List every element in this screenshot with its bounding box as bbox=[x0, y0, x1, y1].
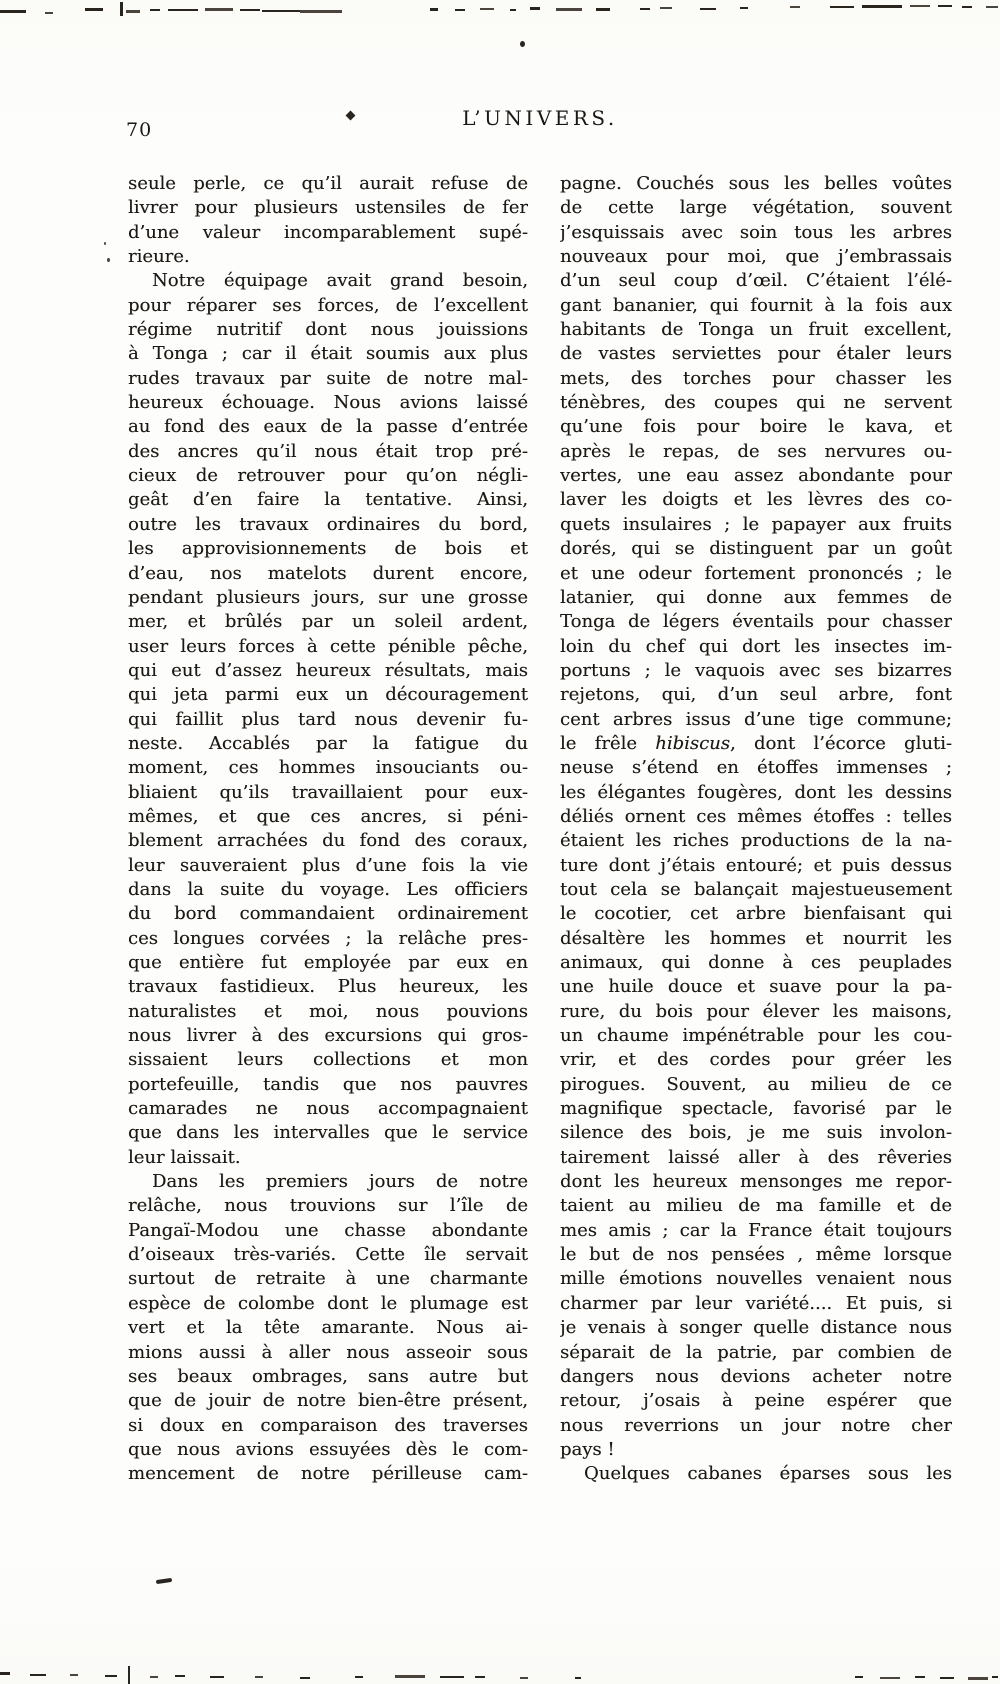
text-line: nous livrer à des excursions qui gros- bbox=[128, 1025, 528, 1047]
text-line: qui faillit plus tard nous devenir fu- bbox=[128, 708, 528, 730]
scan-artifact bbox=[126, 10, 140, 13]
text-line: pirogues. Souvent, au milieu de ce bbox=[560, 1073, 952, 1095]
text-line: ces longues corvées ; la relâche pres- bbox=[128, 927, 528, 949]
text-line: des ancres qu’il nous était trop pré- bbox=[128, 440, 528, 462]
text-line: laver les doigts et les lèvres des co- bbox=[560, 489, 952, 511]
text-line: Notre équipage avait grand besoin, bbox=[152, 270, 528, 292]
text-line: espèce de colombe dont le plumage est bbox=[128, 1292, 528, 1314]
scan-artifact bbox=[240, 9, 260, 11]
scan-artifact bbox=[596, 8, 610, 11]
text-line: animaux, qui donne à ces peuplades bbox=[560, 952, 952, 973]
text-line: vert et la tête amarante. Nous ai- bbox=[128, 1317, 528, 1339]
text-line: naturalistes et moi, nous pouvions bbox=[128, 1000, 528, 1022]
text-line: dangers nous devions acheter notre bbox=[560, 1365, 952, 1387]
text-line: Quelques cabanes éparses sous les bbox=[584, 1463, 952, 1485]
text-column-left bbox=[128, 172, 528, 1487]
text-line: de cette large végétation, souvent bbox=[560, 197, 952, 219]
scan-artifact bbox=[150, 9, 160, 11]
scan-artifact bbox=[150, 1676, 158, 1678]
scan-artifact bbox=[915, 1676, 925, 1678]
text-line: qu’une fois pour boire le kava, et bbox=[560, 416, 952, 438]
scan-artifact bbox=[968, 1677, 988, 1680]
text-line: rejetons, qui, d’un seul arbre, font bbox=[560, 684, 952, 706]
text-line: Tonga de légers éventails pour chasser bbox=[560, 611, 952, 633]
scan-artifact bbox=[210, 1676, 224, 1678]
page-number: 70 bbox=[126, 119, 153, 141]
scan-artifact bbox=[862, 5, 902, 8]
scan-artifact bbox=[910, 5, 930, 7]
text-line: ses beaux ombrages, sans autre but bbox=[128, 1365, 528, 1387]
text-line: rieure. bbox=[128, 246, 190, 268]
text-line: Pangaï-Modou une chasse abondante bbox=[128, 1219, 528, 1241]
text-line: gant bananier, qui fournit à la fois aux bbox=[560, 294, 952, 316]
scan-artifact bbox=[262, 10, 300, 12]
text-line: camarades ne nous accompagnaient bbox=[128, 1098, 528, 1120]
scan-artifact bbox=[520, 1677, 528, 1679]
text-line: user leurs forces à cette pénible pêche, bbox=[128, 635, 528, 657]
scan-artifact bbox=[300, 10, 342, 13]
text-line: blement arrachées du fond des coraux, bbox=[128, 830, 528, 852]
text-line: seule perle, ce qu’il aurait refuse de bbox=[128, 173, 528, 194]
text-line: sissaient leurs collections et mon bbox=[128, 1049, 528, 1071]
text-line: leur laissait. bbox=[128, 1146, 241, 1168]
scan-artifact bbox=[168, 9, 198, 11]
text-line: mencement de notre périlleuse cam- bbox=[128, 1463, 528, 1485]
scan-artifact bbox=[510, 9, 516, 11]
scan-artifact bbox=[855, 1676, 863, 1678]
scan-artifact bbox=[0, 1672, 10, 1675]
text-column-right bbox=[560, 172, 952, 1487]
scan-artifact bbox=[790, 6, 800, 8]
text-line: mer, et brûlés par un soleil ardent, bbox=[128, 611, 528, 633]
text-line: d’un seul coup d’œil. C’étaient l’élé- bbox=[560, 270, 952, 292]
ink-speck bbox=[104, 242, 106, 245]
scan-artifact bbox=[830, 6, 854, 8]
text-line: rudes travaux par suite de notre mal- bbox=[128, 367, 528, 389]
text-line: et une odeur fortement prononcés ; le bbox=[560, 562, 952, 584]
text-line: que de jouir de notre bien-être présent, bbox=[128, 1390, 528, 1412]
scan-artifact bbox=[395, 1675, 425, 1678]
text-line: le but de nos pensées , même lorsque bbox=[560, 1244, 952, 1266]
text-line: un chaume impénétrable pour les cou- bbox=[560, 1025, 952, 1047]
scan-artifact bbox=[45, 12, 53, 14]
text-line: dont les heureux mensonges me repor- bbox=[560, 1171, 952, 1193]
text-line: que nous avions essuyées dès le com- bbox=[128, 1438, 528, 1460]
text-line: mets, des torches pour chasser les bbox=[560, 367, 952, 389]
text-line: portuns ; le vaquois avec ses bizarres bbox=[560, 659, 952, 681]
scan-artifact bbox=[556, 8, 582, 11]
text-line: leur sauveraient plus d’une fois la vie bbox=[128, 854, 528, 876]
scan-artifact bbox=[480, 8, 494, 10]
scan-artifact bbox=[938, 5, 952, 7]
scan-artifact bbox=[880, 1677, 900, 1679]
text-line: moment, ces hommes insouciants ou- bbox=[128, 757, 528, 779]
text-line: qui jeta parmi eux un découragement bbox=[128, 684, 528, 706]
text-line: dans la suite du voyage. Les officiers bbox=[128, 878, 528, 900]
text-line: si doux en comparaison des traverses bbox=[128, 1414, 528, 1436]
text-line: vrir, et des cordes pour gréer les bbox=[560, 1049, 952, 1071]
text-line: geât d’en faire la tentative. Ainsi, bbox=[128, 489, 528, 511]
scan-artifact bbox=[986, 6, 998, 8]
text-line: ture dont j’étais entouré; et puis dessus bbox=[560, 854, 952, 876]
text-line: une huile douce et suave pour la pa- bbox=[560, 976, 952, 998]
text-line: d’eau, nos matelots durent encore, bbox=[128, 562, 528, 584]
text-line: outre les travaux ordinaires du bord, bbox=[128, 513, 528, 535]
text-line: taient au milieu de ma famille et de bbox=[560, 1195, 952, 1217]
text-line: séparait de la patrie, par combien de bbox=[560, 1341, 952, 1363]
text-line: les approvisionnements de bois et bbox=[128, 538, 528, 560]
text-line: latanier, qui donne aux femmes de bbox=[560, 586, 952, 608]
scan-artifact bbox=[205, 8, 233, 11]
text-line: travaux fastidieux. Plus heureux, les bbox=[128, 976, 528, 998]
scan-artifact bbox=[85, 8, 103, 11]
scan-artifact bbox=[300, 1677, 310, 1679]
scan-artifact bbox=[962, 6, 972, 8]
text-line: cieux de retrouver pour qu’on négli- bbox=[128, 465, 528, 487]
text-line: le cocotier, cet arbre bienfaisant qui bbox=[560, 903, 952, 925]
text-line: pagne. Couchés sous les belles voûtes bbox=[560, 173, 952, 194]
text-line: les élégantes fougères, dont les dessins bbox=[560, 781, 952, 803]
scan-artifact bbox=[30, 1674, 46, 1676]
text-line: cent arbres issus d’une tige commune; bbox=[560, 708, 952, 730]
text-line: portefeuille, tandis que nos pauvres bbox=[128, 1073, 528, 1095]
scan-artifact bbox=[430, 8, 438, 11]
text-line: d’une valeur incomparablement supé- bbox=[128, 221, 528, 243]
text-line: tout cela se balançait majestueusement bbox=[560, 878, 952, 900]
text-line: magnifique spectacle, favorisé par le bbox=[560, 1098, 952, 1120]
scan-artifact bbox=[70, 1674, 78, 1676]
text-line: ténèbres, des coupes qui ne servent bbox=[560, 392, 952, 414]
scan-artifact bbox=[575, 1677, 581, 1679]
scan-artifact bbox=[992, 1676, 998, 1678]
scan-artifact bbox=[120, 2, 123, 16]
text-line: mêmes, et que ces ancres, si péni- bbox=[128, 805, 528, 827]
text-line: pour réparer ses forces, de l’excellent bbox=[128, 294, 528, 316]
text-line: mions aussi à aller nous asseoir sous bbox=[128, 1341, 528, 1363]
scan-artifact bbox=[440, 1676, 464, 1678]
ink-speck bbox=[520, 41, 525, 47]
text-line: neste. Accablés par la fatigue du bbox=[128, 732, 528, 754]
text-line: surtout de retraite à une charmante bbox=[128, 1268, 528, 1290]
text-line: nous reverrions un jour notre cher bbox=[560, 1414, 952, 1436]
text-line: mes amis ; car la France était toujours bbox=[560, 1219, 952, 1241]
scan-artifact bbox=[530, 7, 540, 10]
text-line: pays ! bbox=[560, 1438, 615, 1460]
text-line: qui eut d’assez heureux résultats, mais bbox=[128, 659, 528, 681]
text-line: rure, du bois pour élever les maisons, bbox=[560, 1000, 952, 1022]
text-line: de vastes serviettes pour étaler leurs bbox=[560, 343, 952, 365]
scan-artifact bbox=[700, 8, 716, 10]
scan-artifact bbox=[660, 7, 672, 9]
text-line: bliaient qu’ils travaillaient pour eux- bbox=[128, 781, 528, 803]
text-line: que entière fut employée par eux en bbox=[128, 952, 528, 973]
scan-artifact bbox=[0, 10, 26, 13]
scan-artifact bbox=[475, 1676, 485, 1678]
scan-artifact bbox=[740, 7, 748, 9]
text-line: déliés ornent ces mêmes étoffes : telles bbox=[560, 805, 952, 827]
text-line: mille émotions nouvelles venaient nous bbox=[560, 1268, 952, 1290]
text-line: vertes, une eau assez abondante pour bbox=[560, 465, 952, 487]
text-line: au fond des eaux de la passe d’entrée bbox=[128, 416, 528, 438]
scan-artifact bbox=[355, 1676, 363, 1678]
text-line: livrer pour plusieurs ustensiles de fer bbox=[128, 197, 528, 219]
running-title: L’UNIVERS. bbox=[462, 106, 618, 130]
ink-speck bbox=[107, 258, 110, 262]
text-line: je venais à songer quelle distance nous bbox=[560, 1317, 952, 1339]
text-line: d’oiseaux très-variés. Cette île servait bbox=[128, 1244, 528, 1266]
scan-artifact bbox=[128, 1666, 130, 1684]
text-line: Dans les premiers jours de notre bbox=[152, 1171, 528, 1193]
scan-artifact bbox=[175, 1675, 185, 1677]
text-line: désaltère les hommes et nourrit les bbox=[560, 927, 952, 949]
text-line: retour, j’osais à peine espérer que bbox=[560, 1390, 952, 1412]
text-line: silence des bois, je me suis involon- bbox=[560, 1122, 952, 1144]
text-line: habitants de Tonga un fruit excellent, bbox=[560, 319, 952, 341]
text-line: neuse s’étend en étoffes immenses ; bbox=[560, 757, 952, 779]
text-line: à Tonga ; car il était soumis aux plus bbox=[128, 343, 528, 365]
scan-artifact bbox=[455, 9, 465, 11]
text-line: charmer par leur variété.... Et puis, si bbox=[560, 1292, 952, 1314]
text-line: quets insulaires ; le papayer aux fruits bbox=[560, 513, 952, 535]
text-line: que dans les intervalles que le service bbox=[128, 1122, 528, 1144]
scan-artifact bbox=[940, 1677, 954, 1679]
text-line: du bord commandaient ordinairement bbox=[128, 903, 528, 925]
text-line: dorés, qui se distinguent par un goût bbox=[560, 538, 952, 560]
text-line: loin du chef qui dort les insectes im- bbox=[560, 635, 952, 657]
text-line: relâche, nous trouvions sur l’île de bbox=[128, 1195, 528, 1217]
text-line: pendant plusieurs jours, sur une grosse bbox=[128, 586, 528, 608]
text-line: régime nutritif dont nous jouissions bbox=[128, 319, 528, 341]
scan-artifact bbox=[105, 1675, 117, 1677]
text-line: après le repas, de ses nervures ou- bbox=[560, 440, 952, 462]
scan-artifact bbox=[255, 1676, 263, 1678]
text-line: nouveaux pour moi, que j’embrassais bbox=[560, 246, 952, 268]
text-line: tairement laissé aller à des rêveries bbox=[560, 1146, 952, 1168]
ink-speck bbox=[156, 1578, 172, 1584]
text-line: le frêle hibiscus, dont l’écorce gluti- bbox=[560, 732, 952, 754]
text-line: étaient les riches productions de la na- bbox=[560, 830, 952, 852]
scan-artifact bbox=[640, 8, 650, 10]
text-line: j’esquissais avec soin tous les arbres bbox=[560, 221, 952, 243]
text-line: heureux échouage. Nous avions laissé bbox=[128, 392, 528, 414]
